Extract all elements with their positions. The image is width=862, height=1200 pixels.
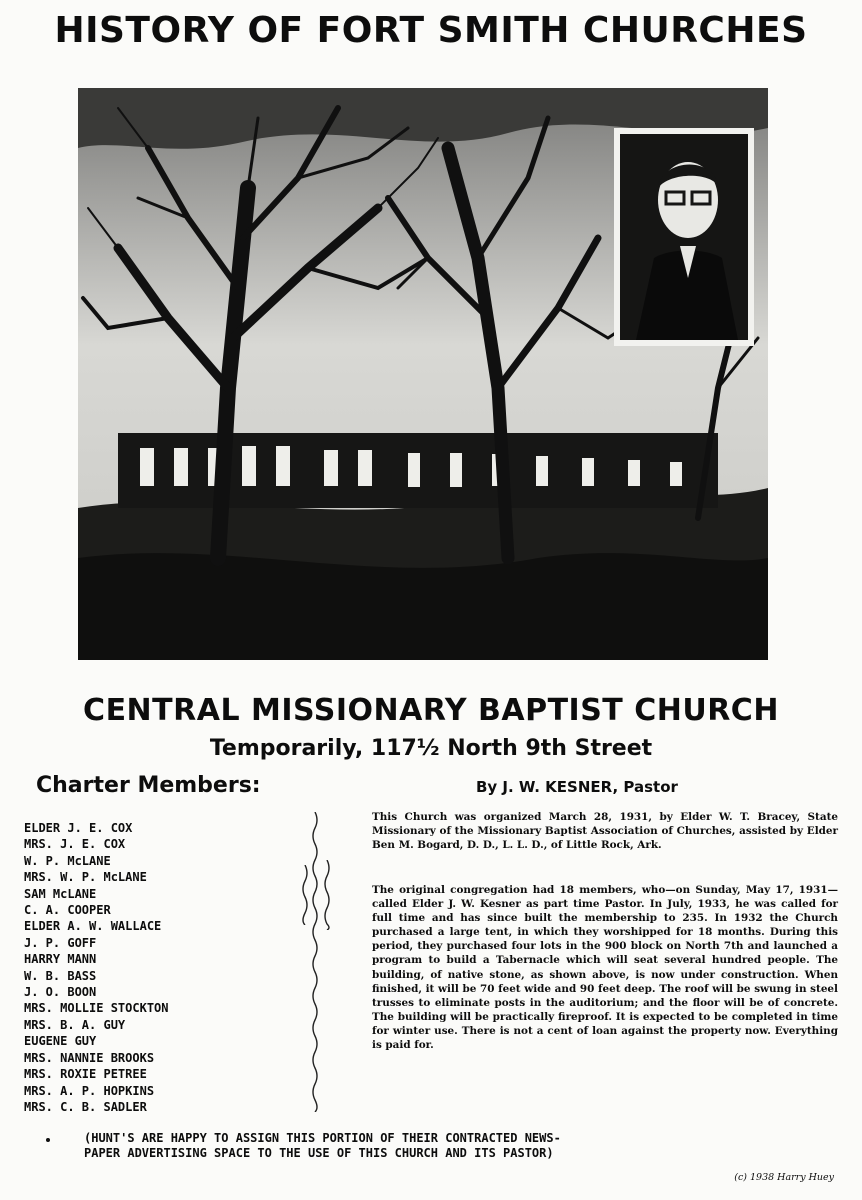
list-item: J. P. GOFF bbox=[24, 935, 97, 950]
bullet-dot bbox=[46, 1138, 50, 1142]
list-item: W. P. McLANE bbox=[24, 853, 111, 868]
article-byline: By J. W. KESNER, Pastor bbox=[476, 778, 678, 796]
copyright-credit: (c) 1938 Harry Huey bbox=[734, 1172, 834, 1183]
page-headline: HISTORY OF FORT SMITH CHURCHES bbox=[54, 10, 808, 51]
list-item: MRS. B. A. GUY bbox=[24, 1017, 126, 1032]
list-item: ELDER J. E. COX bbox=[24, 821, 133, 835]
article-paragraph: The original congregation had 18 members, who—on Sunday, May 17, 1931—called Elder J. W. Kesner as part time Pastor. In July, 1933, he was called for full time and has since built the membership to 235. In 1932 the Church purchased a large tent, in which they worshipped for 18 months. During this period, they purchased four lots in the 900 block on North 7th and launched a program to build a Tabernacle which will seat several hundred people. The building, of native stone, as shown above, is now under construction. When finished, it will be 70 feet wide and 90 feet deep. The roof will be swung in steel trusses to eliminate posts in the auditorium; and the floor will be of concrete. The building will be practically fireproof. It is expected to be completed in time for winter use. There is not a cent of loan against the property now. Everything is paid for. bbox=[372, 884, 838, 1052]
charter-members-list bbox=[24, 820, 169, 1115]
list-item: W. B. BASS bbox=[24, 968, 97, 983]
list-item: MRS. J. E. COX bbox=[24, 837, 126, 852]
list-item: SAM McLANE bbox=[24, 886, 97, 901]
list-item: J. O. BOON bbox=[24, 985, 97, 1000]
article-paragraph: This Church was organized March 28, 1931, by Elder W. T. Bracey, State Missionary of the Missionary Baptist Association of Churches, assisted by Elder Ben M. Bogard, D. D., L. L. D., of Little Rock, Ark. bbox=[372, 811, 838, 852]
decorative-rule bbox=[310, 812, 320, 1112]
list-item: ELDER A. W. WALLACE bbox=[24, 919, 162, 934]
list-item: EUGENE GUY bbox=[24, 1034, 97, 1049]
notice-line: PAPER ADVERTISING SPACE TO THE USE OF THIS CHURCH AND ITS PASTOR) bbox=[84, 1146, 554, 1160]
list-item: MRS. W. P. McLANE bbox=[24, 870, 147, 885]
list-item: MRS. A. P. HOPKINS bbox=[24, 1083, 155, 1098]
list-item: C. A. COOPER bbox=[24, 903, 111, 918]
list-item: MRS. ROXIE PETREE bbox=[24, 1067, 147, 1082]
list-item: MRS. NANNIE BROOKS bbox=[24, 1050, 155, 1065]
decorative-rule bbox=[322, 860, 332, 930]
church-name: CENTRAL MISSIONARY BAPTIST CHURCH bbox=[83, 693, 779, 728]
charter-members-heading: Charter Members: bbox=[36, 773, 261, 798]
advertising-notice bbox=[84, 1131, 814, 1161]
list-item: MRS. MOLLIE STOCKTON bbox=[24, 1001, 169, 1016]
list-item: HARRY MANN bbox=[24, 952, 97, 967]
notice-line: (HUNT'S ARE HAPPY TO ASSIGN THIS PORTION OF THEIR CONTRACTED NEWS- bbox=[84, 1131, 561, 1145]
pastor-portrait bbox=[614, 128, 754, 346]
list-item: MRS. C. B. SADLER bbox=[24, 1099, 147, 1114]
decorative-rule bbox=[300, 865, 310, 925]
church-location: Temporarily, 117½ North 9th Street bbox=[209, 736, 653, 761]
